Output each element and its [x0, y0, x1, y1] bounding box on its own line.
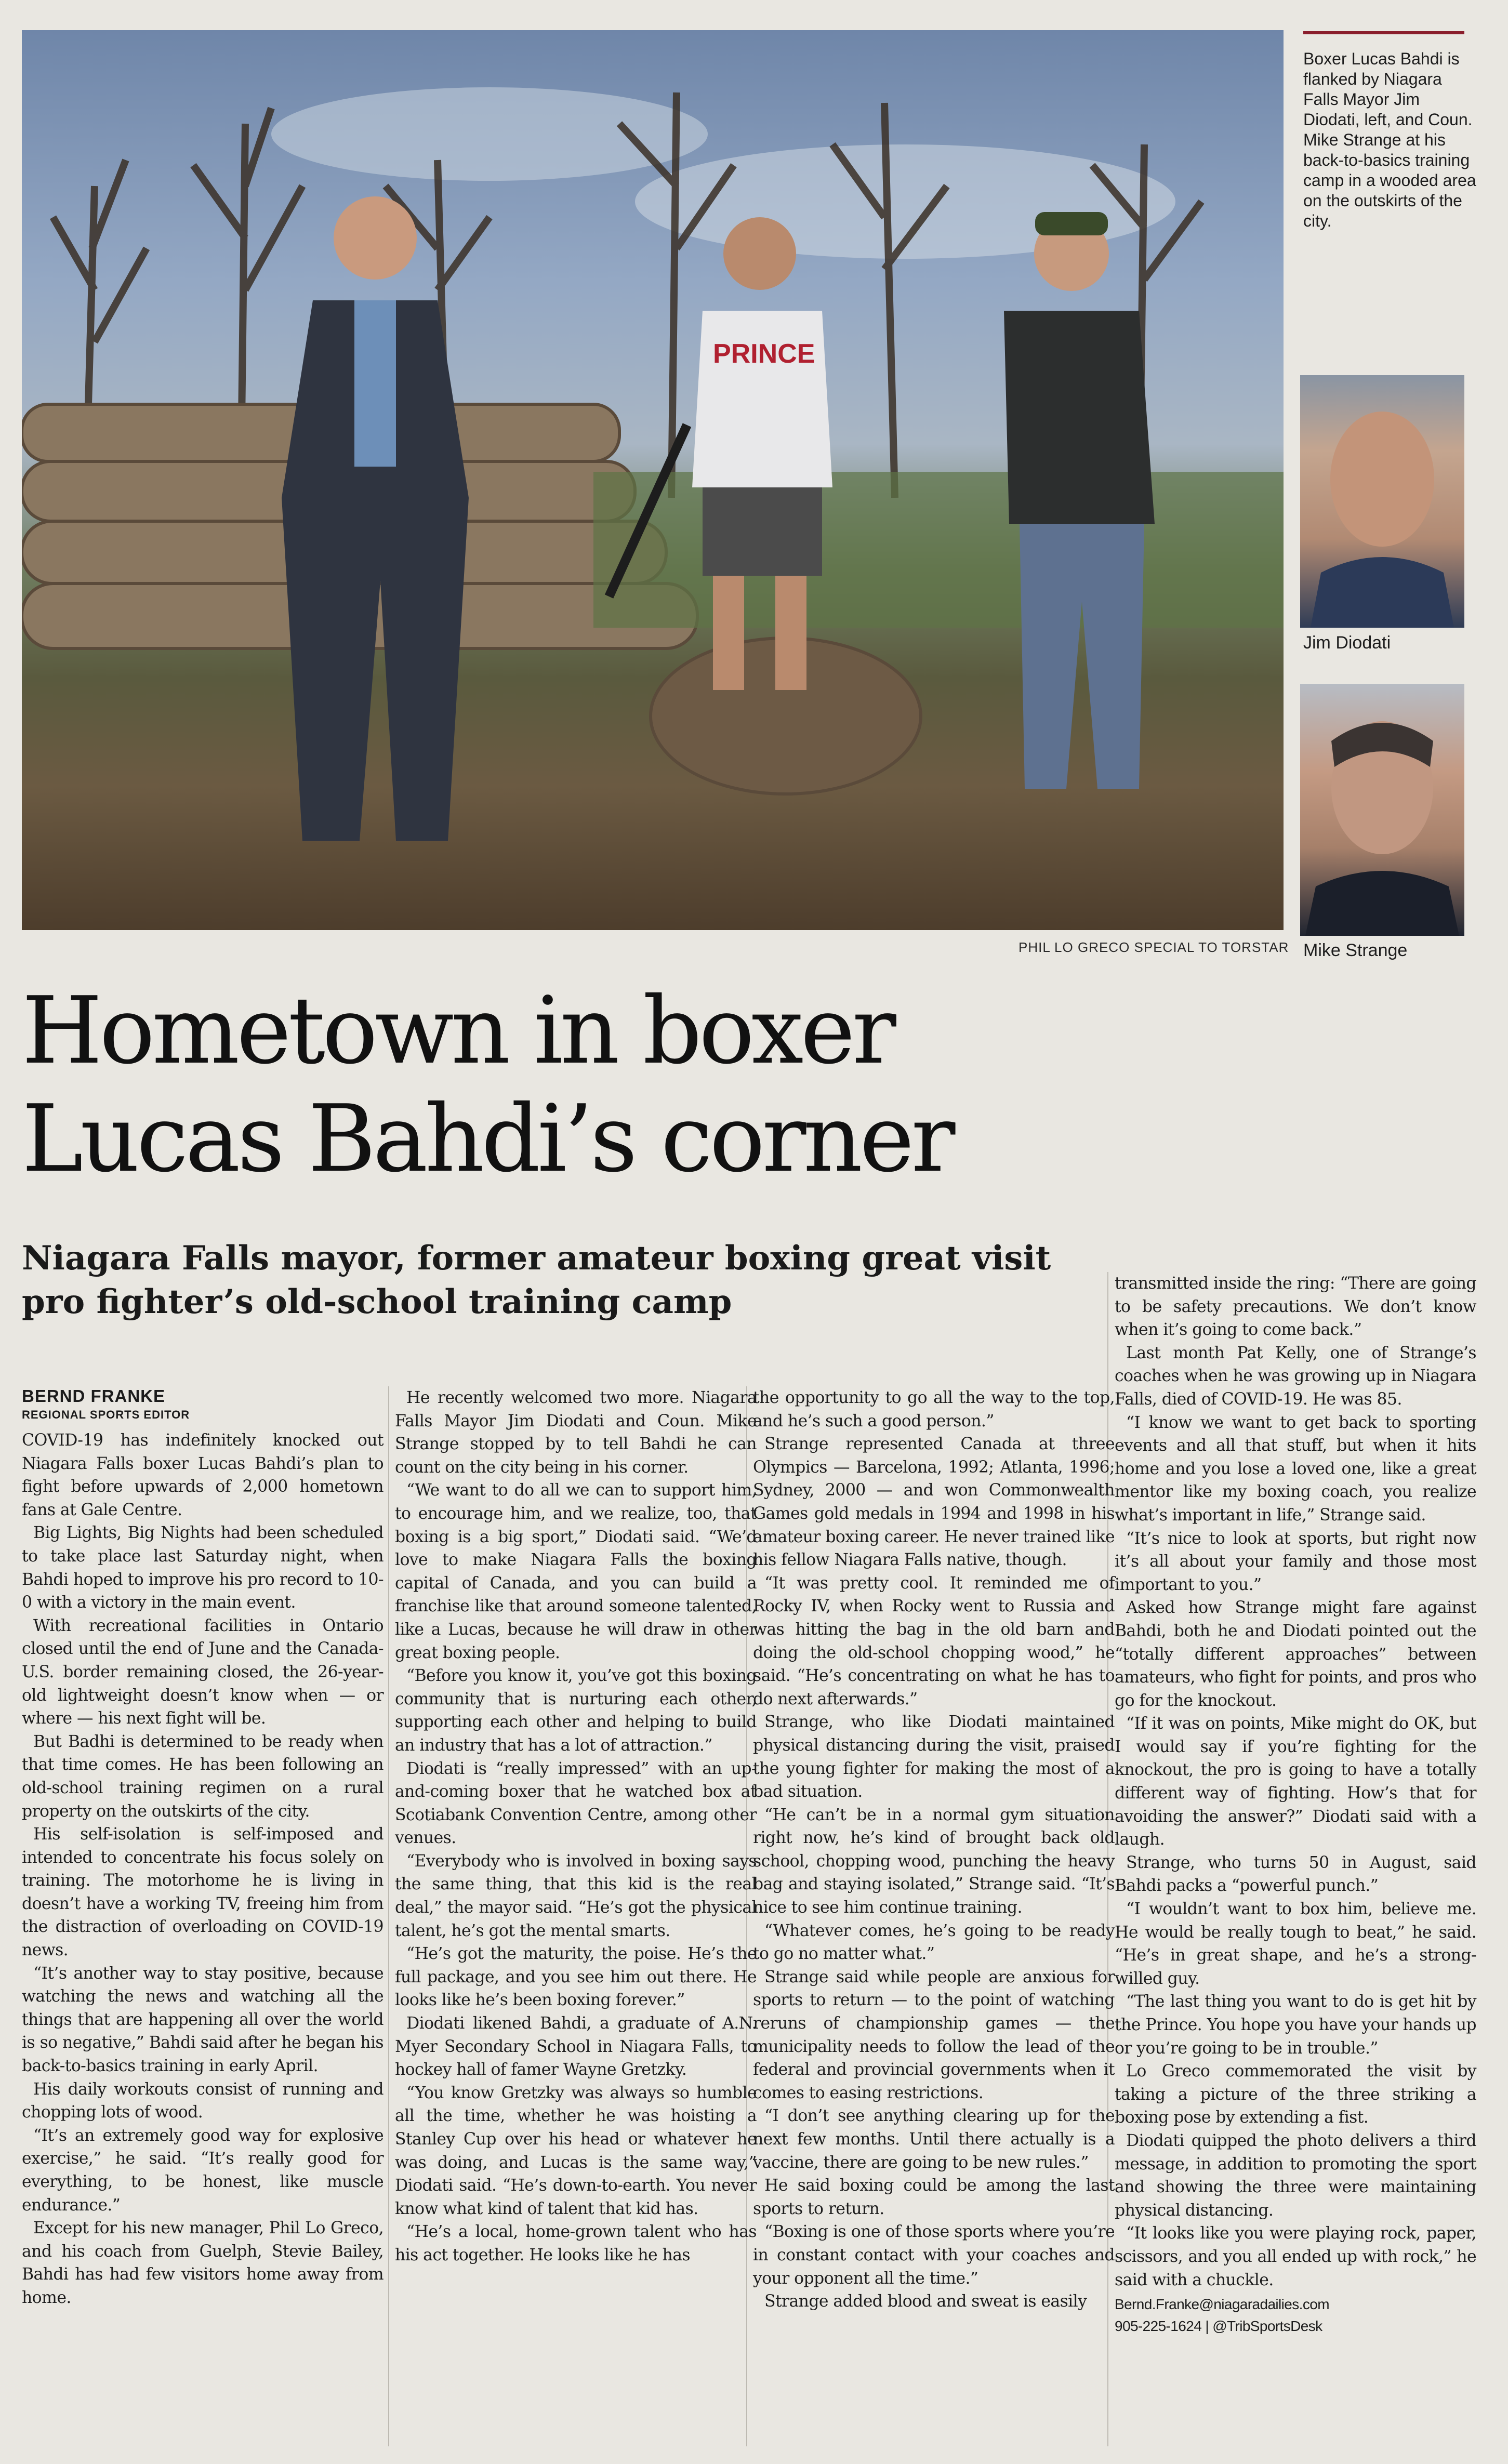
deck-subheadline: Niagara Falls mayor, former amateur boxing great visit pro fighter’s old-school training camp — [22, 1239, 1051, 1321]
paragraph: COVID-19 has indefinitely knocked out Niagara Falls boxer Lucas Bahdi’s plan to fight before upwards of 2,000 hometown fans at Gale Centre. — [22, 1431, 383, 1519]
paragraph: With recreational facilities in Ontario closed until the end of June and the Canada-U.S. border remaining closed, the 26-year-old lightweight doesn’t know when — or where — his next fight will be. — [22, 1616, 383, 1728]
paragraph: Last month Pat Kelly, one of Strange’s coaches when he was growing up in Niagara Falls, died of COVID-19. He was 85. — [1115, 1343, 1476, 1409]
paragraph: “He’s got the maturity, the poise. He’s the full package, and you see him out there. He looks like he’s been boxing forever.” — [395, 1944, 757, 2010]
paragraph: Diodati likened Bahdi, a graduate of A.N. Myer Secondary School in Niagara Falls, to hockey hall of famer Wayne Gretzky. — [395, 2014, 757, 2079]
paragraph: “He’s a local, home-grown talent who has his act together. He looks like he has — [395, 2222, 757, 2264]
paragraph: “If it was on points, Mike might do OK, but I would say if you’re fighting for the knockout, the pro is going to have a totally different way of fighting. How’s that for avoiding the answer?” Diodati said with a laugh. — [1115, 1714, 1476, 1849]
paragraph: “He can’t be in a normal gym situation right now, he’s kind of brought back old school, chopping wood, punching the heavy bag and staying isolated,” Strange said. “It’s nice to see him continue training. — [753, 1805, 1115, 1917]
author-contact: 905-225-1624 | @TribSportsDesk — [1115, 2318, 1322, 2335]
photo-credit: PHIL LO GRECO SPECIAL TO TORSTAR — [1018, 939, 1289, 955]
headline-line-1: Hometown in boxer — [22, 977, 893, 1084]
paragraph: “The last thing you want to do is get hit by the Prince. You hope you have your hands up or you’re going to be in trouble.” — [1115, 1992, 1476, 2058]
paragraph: Big Lights, Big Nights had been scheduled to take place last Saturday night, when Bahdi hoped to improve his pro record to 10-0 with a victory in the main event. — [22, 1524, 383, 1612]
paragraph: “Boxing is one of those sports where you’re in constant contact with your coaches and your opponent all the time.” — [753, 2222, 1115, 2288]
body-column-3 — [753, 1386, 1115, 2313]
byline-name: BERND FRANKE — [22, 1386, 165, 1406]
byline-role: REGIONAL SPORTS EDITOR — [22, 1408, 190, 1421]
paragraph: “We want to do all we can to support him, to encourage him, and we realize, too, that boxing is a big sport,” Diodati said. “We’d love to make Niagara Falls the boxing capital of Canada, and you can build a franchise like that around someone talented, like a Lucas, because he will draw in other great boxing people. — [395, 1481, 757, 1662]
paragraph: Lo Greco commemorated the visit by taking a picture of the three striking a boxing pose by extending a fist. — [1115, 2062, 1476, 2127]
paragraph: Except for his new manager, Phil Lo Greco, and his coach from Guelph, Stevie Bailey, Bahdi has had few visitors home away from home. — [22, 2219, 383, 2307]
paragraph: Strange, who turns 50 in August, said Bahdi packs a “powerful punch.” — [1115, 1853, 1476, 1896]
byline — [22, 1386, 190, 1422]
main-photo — [22, 30, 1284, 930]
paragraph: “I know we want to get back to sporting events and all that stuff, but when it hits home and you lose a loved one, like a great mentor like my boxing coach, you realize what’s important in life,” Strange said. — [1115, 1413, 1476, 1525]
author-email[interactable]: Bernd.Franke@niagaradailies.com — [1115, 2296, 1329, 2313]
headline-line-2: Lucas Bahdi’s corner — [22, 1085, 953, 1193]
paragraph: Diodati quipped the photo delivers a third message, in addition to promoting the sport and showing the three were maintaining physical distancing. — [1115, 2131, 1476, 2220]
paragraph: Strange, who like Diodati maintained physical distancing during the visit, praised the young fighter for making the most of a bad situation. — [753, 1713, 1115, 1801]
paragraph: “It was pretty cool. It reminded me of Rocky IV, when Rocky went to Russia and was hitting the bag in the old barn and doing the old-school chopping wood,” he said. “He’s concentrating on what he has to do next afterwards.” — [753, 1573, 1115, 1708]
paragraph: His self-isolation is self-imposed and intended to concentrate his focus solely on training. The motorhome he is living in doesn’t have a working TV, freeing him from the distraction of overloading on COVID-19 news. — [22, 1825, 383, 1960]
caption-rule — [1303, 31, 1464, 34]
paragraph: “It’s nice to look at sports, but right now it’s all about your family and those most important to you.” — [1115, 1529, 1476, 1594]
paragraph: transmitted inside the ring: “There are going to be safety precautions. We don’t know when it’s going to come back.” — [1115, 1274, 1476, 1340]
column-rule — [388, 1386, 389, 2446]
paragraph: Strange added blood and sweat is easily — [764, 2292, 1087, 2311]
paragraph: “Whatever comes, he’s going to be ready to go no matter what.” — [753, 1921, 1115, 1964]
paragraph: He said boxing could be among the last sports to return. — [753, 2176, 1115, 2218]
paragraph: “I wouldn’t want to box him, believe me. He would be really tough to beat,” he said. “He’s in great shape, and he’s a strong-willed guy. — [1115, 1900, 1476, 1988]
paragraph: He recently welcomed two more. Niagara Falls Mayor Jim Diodati and Coun. Mike Strange stopped by to tell Bahdi he can count on the city being in his corner. — [395, 1388, 757, 1477]
paragraph: Diodati is “really impressed” with an up-and-coming boxer that he watched box at Scotiabank Convention Centre, among other venues. — [395, 1759, 757, 1848]
paragraph: “You know Gretzky was always so humble all the time, whether he was hoisting a Stanley Cup over his head or whatever he was doing, and Lucas is the same way,” Diodati said. “He’s down-to-earth. You never know what kind of talent that kid has. — [395, 2083, 757, 2218]
body-column-4 — [1115, 1272, 1476, 2337]
paragraph: His daily workouts consist of running and chopping lots of wood. — [22, 2079, 383, 2122]
photo-caption: Boxer Lucas Bahdi is flanked by Niagara Falls Mayor Jim Diodati, left, and Coun. Mike Strange at his back-to-basics training camp in a wooded area on the outskirts of the city. — [1303, 49, 1476, 230]
body-column-2 — [395, 1386, 757, 2267]
paragraph: “It looks like you were playing rock, paper, scissors, and you all ended up with rock,” he said with a chuckle. — [1115, 2224, 1476, 2289]
paragraph: “I don’t see anything clearing up for the next few months. Until there actually is a vaccine, there are going to be new rules.” — [753, 2107, 1115, 2172]
mugshot-jim-diodati — [1300, 375, 1464, 628]
shirt-prince-text: PRINCE — [713, 339, 815, 369]
mugshot-label-diodati: Jim Diodati — [1303, 633, 1391, 653]
mugshot-mike-strange — [1300, 684, 1464, 936]
body-column-1 — [22, 1429, 383, 2310]
paragraph: But Badhi is determined to be ready when that time comes. He has been following an old-school training regimen on a rural property on the outskirts of the city. — [22, 1732, 383, 1821]
portrait-illustration — [1300, 684, 1464, 936]
paragraph: the opportunity to go all the way to the top, and he’s such a good person.” — [753, 1388, 1115, 1430]
paragraph: Asked how Strange might fare against Bahdi, both he and Diodati pointed out the “totally different approaches” between amateurs, who fight for points, and pros who go for the knockout. — [1115, 1598, 1476, 1710]
paragraph: “Before you know it, you’ve got this boxing community that is nurturing each other, supporting each other and helping to build an industry that has a lot of attraction.” — [395, 1666, 757, 1755]
paragraph: “It’s an extremely good way for explosive exercise,” he said. “It’s really good for everything, to be honest, like muscle endurance.” — [22, 2126, 383, 2215]
mugshot-label-strange: Mike Strange — [1303, 940, 1408, 960]
paragraph: Strange said while people are anxious for sports to return — to the point of watching reruns of championship games — the municipality needs to follow the lead of the federal and provincial governments when it comes to easing restrictions. — [753, 1967, 1115, 2102]
portrait-illustration — [1300, 375, 1464, 628]
boxing-photo-illustration — [22, 30, 1284, 930]
paragraph: “Everybody who is involved in boxing says the same thing, that this kid is the real deal,” the mayor said. “He’s got the physical talent, he’s got the mental smarts. — [395, 1851, 757, 1940]
headline — [22, 977, 1279, 1193]
paragraph: “It’s another way to stay positive, because watching the news and watching all the things that are happening all over the world is so negative,” Bahdi said after he began his back-to-basics training in early April. — [22, 1964, 383, 2076]
paragraph: Strange represented Canada at three Olympics — Barcelona, 1992; Atlanta, 1996; Sydney, 2000 — and won Commonwealth Games gold medals in 1994 and 1998 in his amateur boxing career. He never trained like his fellow Niagara Falls native, though. — [753, 1435, 1115, 1570]
